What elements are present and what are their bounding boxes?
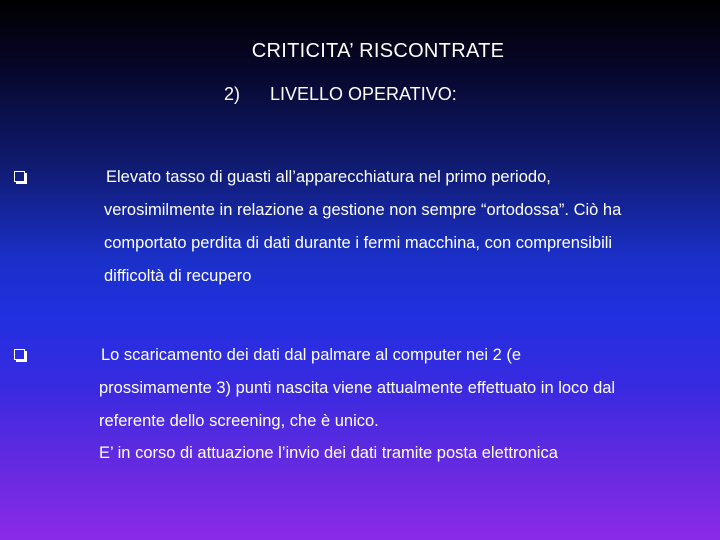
bullet-line: prossimamente 3) punti nascita viene attualmente effettuato in loco dal <box>99 379 616 397</box>
square-bullet-icon <box>14 349 25 360</box>
bullet-line: comportato perdita di dati durante i fermi macchina, con comprensibili <box>104 234 613 252</box>
bullet-line: Elevato tasso di guasti all’apparecchiatura nel primo periodo, <box>106 168 551 186</box>
section-number: 2) <box>224 84 241 104</box>
square-bullet-icon <box>14 171 25 182</box>
bullet-line: Lo scaricamento dei dati dal palmare al computer nei 2 (e <box>101 346 522 364</box>
bullet-line: referente dello screening, che è unico. <box>99 412 379 430</box>
bullet-line: verosimilmente in relazione a gestione non sempre “ortodossa”. Ciò ha <box>104 201 622 219</box>
bullet-line: difficoltà di recupero <box>104 267 252 285</box>
slide-title: CRITICITA’ RISCONTRATE <box>251 40 505 62</box>
bullet-line: E’ in corso di attuazione l’invio dei dati tramite posta elettronica <box>99 444 558 462</box>
section-title: LIVELLO OPERATIVO: <box>270 84 457 104</box>
